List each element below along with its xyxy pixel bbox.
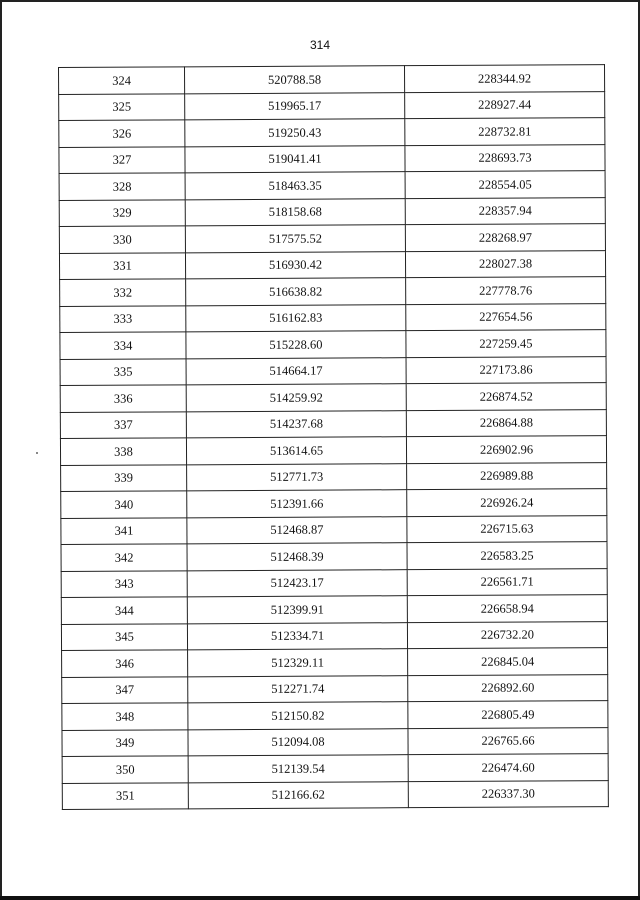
table-row [61,515,607,544]
y-coordinate-cell: 228344.92 [404,65,604,93]
table-row [62,648,608,677]
y-coordinate-cell: 227654.56 [406,303,606,331]
y-coordinate-cell: 228554.05 [405,171,605,199]
point-number-cell: 330 [59,226,185,253]
x-coordinate-cell: 516930.42 [185,251,405,279]
y-coordinate-cell: 227778.76 [406,277,606,305]
table-row [62,754,608,783]
x-coordinate-cell: 519250.43 [185,119,405,147]
table-row [59,197,605,226]
x-coordinate-cell: 512399.91 [187,596,407,624]
table-row [60,277,606,306]
y-coordinate-cell: 228732.81 [405,118,605,146]
x-coordinate-cell: 512334.71 [187,622,407,650]
x-coordinate-cell: 512771.73 [187,463,407,491]
x-coordinate-cell: 512139.54 [188,755,408,783]
point-number-cell: 332 [60,279,186,306]
point-number-cell: 331 [59,252,185,279]
y-coordinate-cell: 226864.88 [406,409,606,437]
x-coordinate-cell: 519965.17 [185,92,405,120]
table-row [59,171,605,200]
y-coordinate-cell: 226989.88 [407,462,607,490]
table-row [60,383,606,412]
point-number-cell: 333 [60,305,186,332]
point-number-cell: 335 [60,358,186,385]
y-coordinate-cell: 226892.60 [408,674,608,702]
y-coordinate-cell: 226874.52 [406,383,606,411]
y-coordinate-cell: 226732.20 [407,621,607,649]
point-number-cell: 337 [60,411,186,438]
y-coordinate-cell: 228357.94 [405,197,605,225]
point-number-cell: 329 [59,199,185,226]
y-coordinate-cell: 228693.73 [405,144,605,172]
y-coordinate-cell: 226715.63 [407,515,607,543]
x-coordinate-cell: 512094.08 [188,728,408,756]
table-row [59,65,605,94]
y-coordinate-cell: 228927.44 [405,91,605,119]
point-number-cell: 345 [61,623,187,650]
point-number-cell: 324 [59,67,185,94]
table-row [61,568,607,597]
table-row [62,674,608,703]
point-number-cell: 346 [62,650,188,677]
table-row [60,436,606,465]
y-coordinate-cell: 226474.60 [408,754,608,782]
x-coordinate-cell: 519041.41 [185,145,405,173]
coordinate-table-body [59,65,609,810]
table-row [62,780,608,809]
point-number-cell: 328 [59,173,185,200]
page-number: 314 [309,38,331,52]
table-row [59,144,605,173]
coordinate-table-container [58,64,608,810]
table-row [59,250,605,279]
table-row [59,91,605,120]
y-coordinate-cell: 226658.94 [407,595,607,623]
table-row [60,409,606,438]
point-number-cell: 340 [61,491,187,518]
y-coordinate-cell: 227259.45 [406,330,606,358]
x-coordinate-cell: 514259.92 [186,384,406,412]
table-row [60,330,606,359]
coordinate-table [58,64,609,810]
point-number-cell: 336 [60,385,186,412]
x-coordinate-cell: 512391.66 [187,490,407,518]
table-row [60,356,606,385]
point-number-cell: 349 [62,729,188,756]
x-coordinate-cell: 512271.74 [188,675,408,703]
point-number-cell: 327 [59,146,185,173]
x-coordinate-cell: 518158.68 [185,198,405,226]
point-number-cell: 348 [62,703,188,730]
x-coordinate-cell: 518463.35 [185,172,405,200]
x-coordinate-cell: 514664.17 [186,357,406,385]
point-number-cell: 344 [61,597,187,624]
table-row [61,542,607,571]
point-number-cell: 347 [62,676,188,703]
point-number-cell: 326 [59,120,185,147]
y-coordinate-cell: 227173.86 [406,356,606,384]
x-coordinate-cell: 512329.11 [188,649,408,677]
y-coordinate-cell: 228027.38 [405,250,605,278]
table-row [61,621,607,650]
point-number-cell: 351 [62,782,188,809]
scan-speck [36,452,38,454]
table-row [59,118,605,147]
x-coordinate-cell: 512468.87 [187,516,407,544]
x-coordinate-cell: 514237.68 [186,410,406,438]
y-coordinate-cell: 226926.24 [407,489,607,517]
table-row [61,462,607,491]
point-number-cell: 343 [61,570,187,597]
table-row [61,489,607,518]
point-number-cell: 342 [61,544,187,571]
y-coordinate-cell: 226805.49 [408,701,608,729]
x-coordinate-cell: 516162.83 [186,304,406,332]
x-coordinate-cell: 512468.39 [187,543,407,571]
y-coordinate-cell: 226337.30 [408,780,608,808]
y-coordinate-cell: 226765.66 [408,727,608,755]
scan-border-top [0,0,640,2]
table-row [60,303,606,332]
x-coordinate-cell: 517575.52 [185,225,405,253]
scan-border-bottom [0,896,640,900]
x-coordinate-cell: 512166.62 [188,781,408,809]
x-coordinate-cell: 512423.17 [187,569,407,597]
x-coordinate-cell: 515228.60 [186,331,406,359]
point-number-cell: 350 [62,756,188,783]
table-row [61,595,607,624]
table-row [62,701,608,730]
point-number-cell: 339 [61,464,187,491]
scan-border-left [0,0,2,900]
y-coordinate-cell: 226902.96 [406,436,606,464]
y-coordinate-cell: 226845.04 [408,648,608,676]
y-coordinate-cell: 226583.25 [407,542,607,570]
point-number-cell: 334 [60,332,186,359]
table-row [59,224,605,253]
x-coordinate-cell: 520788.58 [185,66,405,94]
x-coordinate-cell: 513614.65 [186,437,406,465]
x-coordinate-cell: 512150.82 [188,702,408,730]
point-number-cell: 325 [59,93,185,120]
point-number-cell: 341 [61,517,187,544]
point-number-cell: 338 [60,438,186,465]
y-coordinate-cell: 226561.71 [407,568,607,596]
y-coordinate-cell: 228268.97 [405,224,605,252]
table-row [62,727,608,756]
x-coordinate-cell: 516638.82 [186,278,406,306]
